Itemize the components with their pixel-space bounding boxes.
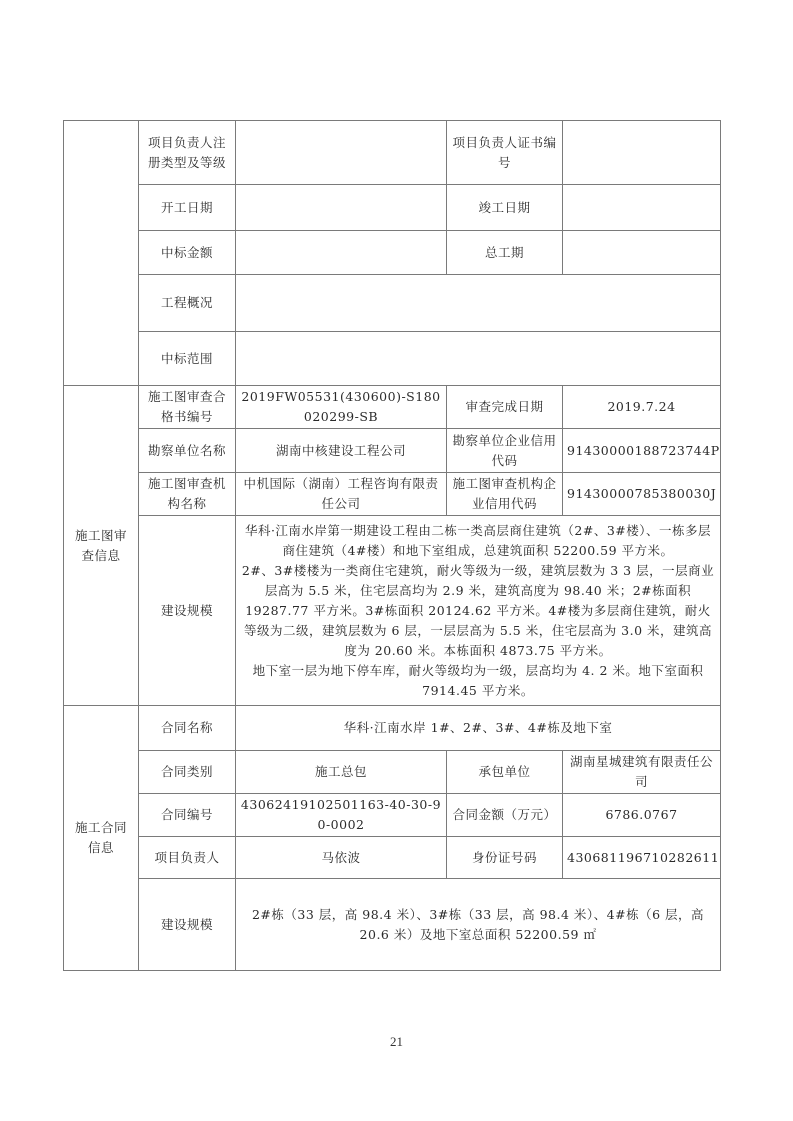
field-value — [236, 185, 447, 231]
survey-credit-label: 勘察单位企业信用代码 — [447, 429, 563, 473]
field-label: 项目负责人证书编号 — [447, 121, 563, 185]
manager-label: 项目负责人 — [139, 837, 236, 879]
table-row — [64, 386, 721, 429]
finish-date-label: 审查完成日期 — [447, 386, 563, 429]
review-org-label: 施工图审查机构名称 — [139, 473, 236, 516]
review-org-value: 中机国际（湖南）工程咨询有限责任公司 — [236, 473, 447, 516]
table-row — [64, 706, 721, 751]
contract-group-text: 施工合同信息 — [74, 820, 127, 855]
table-row — [64, 879, 721, 971]
survey-unit-value: 湖南中核建设工程公司 — [236, 429, 447, 473]
review-group-text: 施工图审查信息 — [74, 527, 127, 563]
cert-no-label: 施工图审查合格书编号 — [139, 386, 236, 429]
table-row — [64, 231, 721, 275]
survey-credit-value: 91430000188723744P — [563, 429, 721, 473]
finish-date-value: 2019.7.24 — [563, 386, 721, 429]
contractor-value: 湖南星城建筑有限责任公司 — [563, 751, 721, 794]
review-org-credit-value: 91430000785380030J — [563, 473, 721, 516]
scope-value — [236, 332, 721, 386]
table-row — [64, 794, 721, 837]
field-label: 总工期 — [447, 231, 563, 275]
contract-name-value: 华科·江南水岸 1#、2#、3#、4#栋及地下室 — [236, 706, 721, 751]
table-row — [64, 332, 721, 386]
page-number: 21 — [390, 1034, 403, 1049]
overview-value — [236, 275, 721, 332]
contract-scale-value: 2#栋（33 层，高 98.4 米）、3#栋（33 层，高 98.4 米）、4#栋（6 层，高 20.6 米）及地下室总面积 52200.59 ㎡ — [236, 879, 721, 971]
contract-group-label — [64, 706, 139, 971]
contract-scale-label: 建设规模 — [139, 879, 236, 971]
overview-label: 工程概况 — [139, 275, 236, 332]
field-value — [563, 121, 721, 185]
field-value — [236, 231, 447, 275]
contract-number-value: 43062419102501163-40-30-90-0002 — [236, 794, 447, 837]
review-scale-text — [236, 516, 721, 706]
table-row — [64, 185, 721, 231]
scope-label: 中标范围 — [139, 332, 236, 386]
field-label: 项目负责人注册类型及等级 — [139, 121, 236, 185]
table-row — [64, 751, 721, 794]
field-label: 竣工日期 — [447, 185, 563, 231]
scale-paragraph: 2#、3#楼楼为一类商住宅建筑，耐火等级为一级，建筑层数为 3 3 层，一层商业层高为 5.5 米，住宅层高均为 2.9 米，建筑高度为 98.40 米；2#栋面积 19287.77 平方米。3#栋面积 20124.62 平方米。4#楼为多层商住建筑，耐火等级为二级，建筑层数为 6 层，一层层高为 5.5 米，住宅层高为 3.0 米，建筑高度为 20.60 米。本栋面积 4873.75 平方米。 — [241, 562, 715, 658]
manager-value: 马依波 — [236, 837, 447, 879]
table-row — [64, 837, 721, 879]
review-group-label — [64, 386, 139, 706]
contract-type-value: 施工总包 — [236, 751, 447, 794]
contract-name-label: 合同名称 — [139, 706, 236, 751]
cert-no-value: 2019FW05531(430600)-S180020299-SB — [236, 386, 447, 429]
scale-paragraph: 华科·江南水岸第一期建设工程由二栋一类高层商住建筑（2#、3#楼）、一栋多层商住建筑（4#楼）和地下室组成，总建筑面积 52200.59 平方米。 — [244, 522, 712, 558]
contract-amount-value: 6786.0767 — [563, 794, 721, 837]
id-value: 430681196710282611 — [563, 837, 721, 879]
field-value — [563, 185, 721, 231]
field-label: 中标金额 — [139, 231, 236, 275]
contractor-label: 承包单位 — [447, 751, 563, 794]
field-value — [236, 121, 447, 185]
project-info-table — [63, 120, 721, 971]
contract-type-label: 合同类别 — [139, 751, 236, 794]
scale-paragraph: 地下室一层为地下停车库，耐火等级均为一级，层高均为 4. 2 米。地下室面积 7914.45 平方米。 — [252, 662, 704, 698]
id-label: 身份证号码 — [447, 837, 563, 879]
section-group-cell — [64, 121, 139, 386]
field-value — [563, 231, 721, 275]
review-scale-label: 建设规模 — [139, 516, 236, 706]
table-row — [64, 429, 721, 473]
survey-unit-label: 勘察单位名称 — [139, 429, 236, 473]
field-label: 开工日期 — [139, 185, 236, 231]
contract-amount-label: 合同金额（万元） — [447, 794, 563, 837]
table-row — [64, 121, 721, 185]
review-org-credit-label: 施工图审查机构企业信用代码 — [447, 473, 563, 516]
table-row — [64, 275, 721, 332]
table-row — [64, 473, 721, 516]
table-row — [64, 516, 721, 706]
contract-number-label: 合同编号 — [139, 794, 236, 837]
